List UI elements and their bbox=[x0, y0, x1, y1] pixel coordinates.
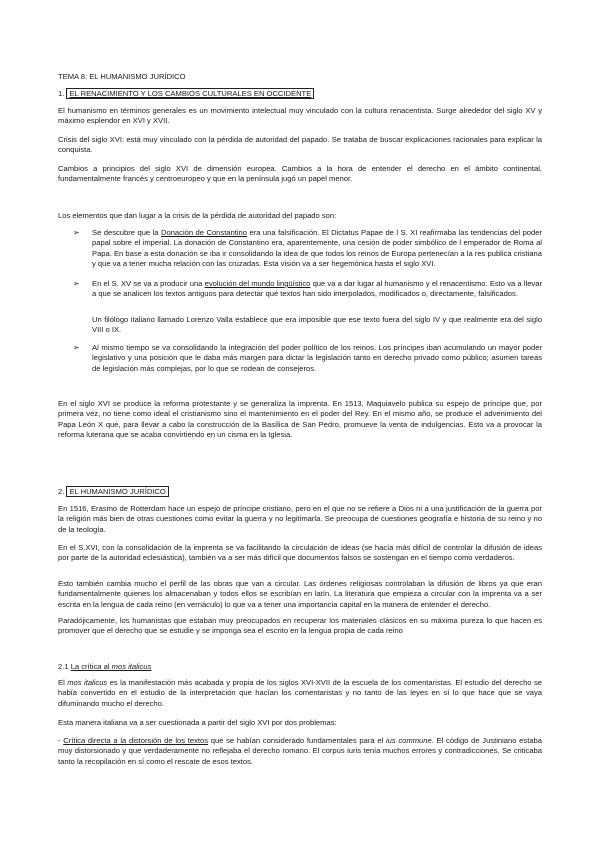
paragraph: Crisis del siglo XVI: está muy vinculado con la pérdida de autoridad del papado. Se trataba de buscar explicaciones racionales para explicar la conquista. bbox=[58, 135, 542, 155]
document-title: TEMA 8: EL HUMANISMO JURÍDICO bbox=[58, 72, 186, 81]
paragraph: En el siglo XVI se produce la reforma protestante y se generaliza la imprenta. En 1513, Maquiavelo publica su espejo de príncipe que, por primera vez, no tiene como ideal el cristianismo sino el mantenimiento en el poder del Rey. En el mismo año, se produce el advenimiento del Papa León X que, para llevar a cabo la construcción de la Basílica de San Pedro, promueve la venta de indulgencias. Esto va a provocar la reforma luterana que se acaba convirtiendo en un cisma en la Iglesia. bbox=[58, 399, 542, 440]
arrow-bullet-icon: ➢ bbox=[73, 228, 80, 237]
paragraph: Esta manera italiana va a ser cuestionada a partir del siglo XVI por dos problemas: bbox=[58, 718, 337, 727]
list-item-note: Un filólogo italiano llamado Lorenzo Valla establece que era imposible que ese texto fuera del siglo IV y que realmente era del siglo VIII o IX. bbox=[92, 315, 542, 335]
paragraph bbox=[58, 736, 542, 767]
paragraph: Esto también cambia mucho el perfil de las obras que van a circular. Las órdenes religiosas controlaban la difusión de libros ya que eran fundamentalmente quienes los almacenaban y todos ellos se escribían en latín. La literatura que empieza a circular con la imprenta va a ser escrita en la lengua de cada reino (en vernáculo) lo que va a tener una importancia capital en la manera de entender el derecho. bbox=[58, 579, 542, 609]
list-item bbox=[92, 279, 542, 300]
section-1-heading bbox=[58, 89, 542, 99]
text-run: . El código de Justiniano estaba muy distorsionado y que verdaderamente no reflejaba el derecho romano. El corpus iuris tenía muchos errores y contradicciones. Se criticaba tanto la recopilación en sí como el rescate de esos textos. bbox=[58, 736, 542, 766]
text-run: era una falsificación. El Dictatus Papae de l S. XI reafirmaba las tendencias del poder papal sobre el imperial. La donación de Constantino era, aparentemente, una cesión de poder simbólico de l emperador de Roma al Papa. En base a esta donación se iba ir consolidando la idea de que todos los reinos de Europa pertenecían a la res publica cristiana y que va a tener mucha relación con las cruzadas. Esta visión va a ser hegemónica hasta el siglo XVI. bbox=[92, 228, 543, 269]
subsection-heading bbox=[58, 662, 542, 672]
text-run: que va a dar lugar al humanismo y el renacentismo. Esto va a llevar a que se analicen los textos antiguos para detectar qué textos han sido interpolados, modificados o, directamente, falsificados. bbox=[92, 279, 542, 299]
paragraph: Los elementos que dan lugar a la crisis de la pérdida de autoridad del papado son: bbox=[58, 211, 337, 220]
section-title: EL HUMANISMO JURÍDICO bbox=[66, 486, 168, 497]
section-2-heading bbox=[58, 487, 542, 497]
arrow-bullet-icon: ➢ bbox=[73, 343, 80, 352]
list-item: Al mismo tiempo se va consolidando la integración del poder político de los reinos. Los príncipes iban acumulando un mayor poder legislativo y una posición que le daba más margen para dictar la legislación tanto en derecho privado como público; asumen tareas de legislación más complejas, por lo que se rodean de consejeros. bbox=[92, 343, 542, 373]
text-run: es la manifestación más acabada y propia de los siglos XVI-XVII de la escuela de los comentaristas. El estudio del derecho se había convertido en el estudio de la interpretación que hacían los comentaristas y no tanto de las leyes en sí lo que hace que se vaya difuminando mucho el derecho. bbox=[58, 678, 542, 708]
arrow-bullet-icon: ➢ bbox=[73, 279, 80, 288]
underlined-term: Crítica directa a la distorsión de los textos bbox=[63, 736, 209, 745]
subsection-number: 2.1 bbox=[58, 662, 69, 671]
underlined-term: Donación de Constantino bbox=[161, 228, 248, 237]
paragraph: Paradójicamente, los humanistas que estaban muy preocupados en recuperar los materiales clásicos en su máxima pureza lo que hacen es promover que el derecho que se estudie y se imponga sea el escrito en la lengua propia de cada reino bbox=[58, 616, 542, 636]
underlined-term: evolución del mundo lingüístico bbox=[204, 279, 311, 288]
paragraph: En el S.XVI, con la consolidación de la imprenta se va facilitando la circulación de ideas (se hacía más difícil de controlar la difusión de ideas por parte de la autoridad eclesiástica), también va a ser más difícil que documentos falsos se sostengan en el tiempo como verdaderos. bbox=[58, 543, 542, 563]
section-title: EL RENACIMIENTO Y LOS CAMBIOS CULTURALES EN OCCIDENTE bbox=[66, 88, 314, 99]
section-number: 1. bbox=[58, 89, 65, 98]
text-run: En el S. XV se va a producir una bbox=[92, 279, 205, 288]
subsection-title bbox=[71, 662, 152, 671]
italic-term: mos italicus bbox=[67, 678, 108, 687]
paragraph: Cambios a principios del siglo XVI de dimensión europea. Cambios a la hora de entender el derecho en el ámbito continental, fundamentalmente francés y centroeuropeo y que en la península jugó un papel menor. bbox=[58, 164, 542, 184]
text-run: El bbox=[58, 678, 68, 687]
text-run: que se habían considerado fundamentales para el bbox=[208, 736, 386, 745]
list-item bbox=[92, 228, 542, 270]
italic-term: ius commune bbox=[385, 736, 432, 745]
text-run: Se descubre que la bbox=[92, 228, 161, 237]
text-run: - bbox=[58, 736, 64, 745]
italic-term: mos italicus bbox=[111, 662, 152, 671]
section-number: 2. bbox=[58, 487, 65, 496]
text-run: La crítica al bbox=[70, 662, 112, 671]
paragraph: El humanismo en términos generales es un movimiento intelectual muy vinculado con la cultura renacentista. Surge alrededor del siglo XV y máximo esplendor en XVI y XVII. bbox=[58, 106, 542, 126]
paragraph bbox=[58, 678, 542, 709]
paragraph: En 1516, Erasmo de Rotterdam hace un espejo de príncipe cristiano, pero en el que no se refiere a Dios ni a una justificación de la guerra por la religión más bien de otras cuestiones como evitar la guerra y no legitimarla. Se preocupa de cuestiones geografía e historia de su reino y no de la teología. bbox=[58, 504, 542, 534]
